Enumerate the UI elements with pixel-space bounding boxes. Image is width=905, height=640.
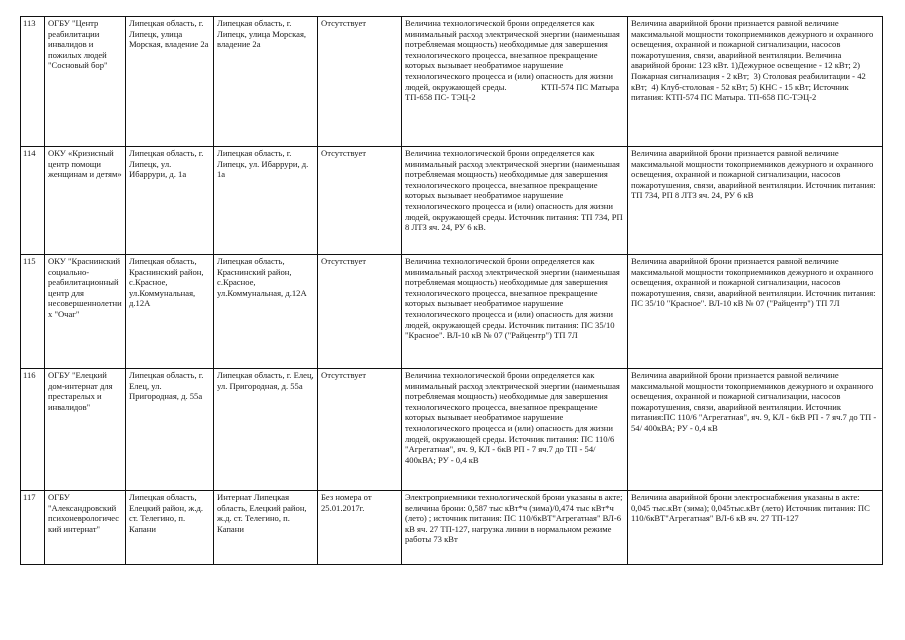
act-info: Отсутствует (318, 17, 402, 147)
emergency-reserve: Величина аварийной брони электроснабжения указаны в акте: 0,045 тыс.кВт (зима); 0,045тыс.кВт (лето) Источник питания: ПС 110/6кВТ"Агрегатная" ВЛ-6 кВ яч. 27 ТП-127 (628, 491, 883, 565)
row-number: 116 (21, 369, 45, 491)
table-row (21, 491, 883, 565)
emergency-reserve: Величина аварийной брони признается равной величине максимальной мощности токоприемников дежурного и охранного освещения, охранной и пожарной сигнализации, насосов пожаротушения, связи, аварийной вентиляции. Источник питания:ПС 110/6 "Агрегатная", яч. 9, КЛ - 6кВ РП - 7 яч.7 до ТП - 54/ 400кВА; РУ - 0,4 кВ (628, 369, 883, 491)
technological-reserve: Электроприемники технологической брони указаны в акте; величина брони: 0,587 тыс кВт*ч (зима)/0,474 тыс кВт*ч (лето) ; источник питания: ПС 110/6кВТ"Агрегатная" ВЛ-6 кВ яч. 27 ТП-127, нагрузка линии в нормальном режиме работы 73 кВт (402, 491, 628, 565)
legal-address: Липецкая область, Краснинский район, с.Красное, ул.Коммунальная, д.12А (126, 255, 214, 369)
technological-reserve: Величина технологической брони определяется как минимальный расход электрической энергии (наименьшая потребляемая мощность) необходимые для завершения технологического процесса, внезапное прекращение которых вызывает необратимое нарушение технологического процесса и (или) опасность для жизни людей, окружающей среды. КТП-574 ПС Матыра ТП-658 ПС- ТЭЦ-2 (402, 17, 628, 147)
act-info: Отсутствует (318, 147, 402, 255)
emergency-reserve: Величина аварийной брони признается равной величине максимальной мощности токоприемников дежурного и охранного освещения, охранной и пожарной сигнализации, насосов пожаротушения, связи, аварийной вентиляции. Источник питания: ПС 35/10 "Красное". ВЛ-10 кВ № 07 ("Райцентр") ТП 7Л (628, 255, 883, 369)
table-row (21, 255, 883, 369)
act-info: Отсутствует (318, 369, 402, 491)
actual-address: Липецкая область, г. Елец, ул. Пригородная, д. 55а (214, 369, 318, 491)
organization-name: ОГБУ "Елецкий дом-интернат для престарелых и инвалидов" (45, 369, 126, 491)
table-row (21, 147, 883, 255)
row-number: 115 (21, 255, 45, 369)
organization-name: ОГБУ "Александровский психоневрологический интернат" (45, 491, 126, 565)
legal-address: Липецкая область, Елецкий район, ж.д. ст. Телегино, п. Капани (126, 491, 214, 565)
organization-name: ОГБУ "Центр реабилитации инвалидов и пожилых людей "Сосновый бор" (45, 17, 126, 147)
table-row (21, 369, 883, 491)
actual-address: Липецкая область, Краснинский район, с.Красное, ул.Коммунальная, д.12А (214, 255, 318, 369)
technological-reserve: Величина технологической брони определяется как минимальный расход электрической энергии (наименьшая потребляемая мощность) необходимые для завершения технологического процесса, внезапное прекращение которых вызывает необратимое нарушение технологического процесса и (или) опасность для жизни людей, окружающей среды. Источник питания: ПС 35/10 "Красное". ВЛ-10 кВ № 07 ("Райцентр") ТП 7Л (402, 255, 628, 369)
legal-address: Липецкая область, г. Липецк, ул. Ибаррури, д. 1а (126, 147, 214, 255)
technological-reserve: Величина технологической брони определяется как минимальный расход электрической энергии (наименьшая потребляемая мощность) необходимые для завершения технологического процесса, внезапное прекращение которых вызывает необратимое нарушение технологического процесса и (или) опасность для жизни людей, окружающей среды. Источник питания: ТП 734, РП 8 ЛТЗ яч. 24, РУ 6 кВ. (402, 147, 628, 255)
organization-name: ОКУ «Кризисный центр помощи женщинам и детям» (45, 147, 126, 255)
legal-address: Липецкая область, г. Елец, ул. Пригородная, д. 55а (126, 369, 214, 491)
legal-address: Липецкая область, г. Липецк, улица Морская, владение 2а (126, 17, 214, 147)
emergency-reserve: Величина аварийной брони признается равной величине максимальной мощности токоприемников дежурного и охранного освещения, охранной и пожарной сигнализации, насосов пожаротушения, связи, аварийной вентиляции. Величина аварийной брони: 123 кВт. 1)Дежурное освещение - 12 кВт; 2) Пожарная сигнализация - 2 кВт; 3) Столовая реабилитации - 42 кВт; 4) Клуб-столовая - 52 кВт; 5) КНС - 15 кВт; Источник питания: КТП-574 ПС Матыра. ТП-658 ПС-ТЭЦ-2 (628, 17, 883, 147)
actual-address: Липецкая область, г. Липецк, улица Морская, владение 2а (214, 17, 318, 147)
act-info: Отсутствует (318, 255, 402, 369)
document-page (20, 16, 882, 565)
actual-address: Липецкая область, г. Липецк, ул. Ибаррури, д. 1а (214, 147, 318, 255)
organization-name: ОКУ "Краснинский социально-реабилитационный центр для несовершеннолетних "Очаг" (45, 255, 126, 369)
reservation-table (20, 16, 883, 565)
row-number: 114 (21, 147, 45, 255)
actual-address: Интернат Липецкая область, Елецкий район, ж.д. ст. Телегино, п. Капани (214, 491, 318, 565)
table-row (21, 17, 883, 147)
technological-reserve: Величина технологической брони определяется как минимальный расход электрической энергии (наименьшая потребляемая мощность) необходимые для завершения технологического процесса, внезапное прекращение которых вызывает необратимое нарушение технологического процесса и (или) опасность для жизни людей, окружающей среды. Источник питания: ПС 110/6 "Агрегатная", яч. 9, КЛ - 6кВ РП - 7 яч.7 до ТП - 54/ 400кВА; РУ - 0,4 кВ (402, 369, 628, 491)
row-number: 113 (21, 17, 45, 147)
row-number: 117 (21, 491, 45, 565)
emergency-reserve: Величина аварийной брони признается равной величине максимальной мощности токоприемников дежурного и охранного освещения, охранной и пожарной сигнализации, насосов пожаротушения, связи, аварийной вентиляции. Источник питания: ТП 734, РП 8 ЛТЗ яч. 24, РУ 6 кВ (628, 147, 883, 255)
act-info: Без номера от 25.01.2017г. (318, 491, 402, 565)
